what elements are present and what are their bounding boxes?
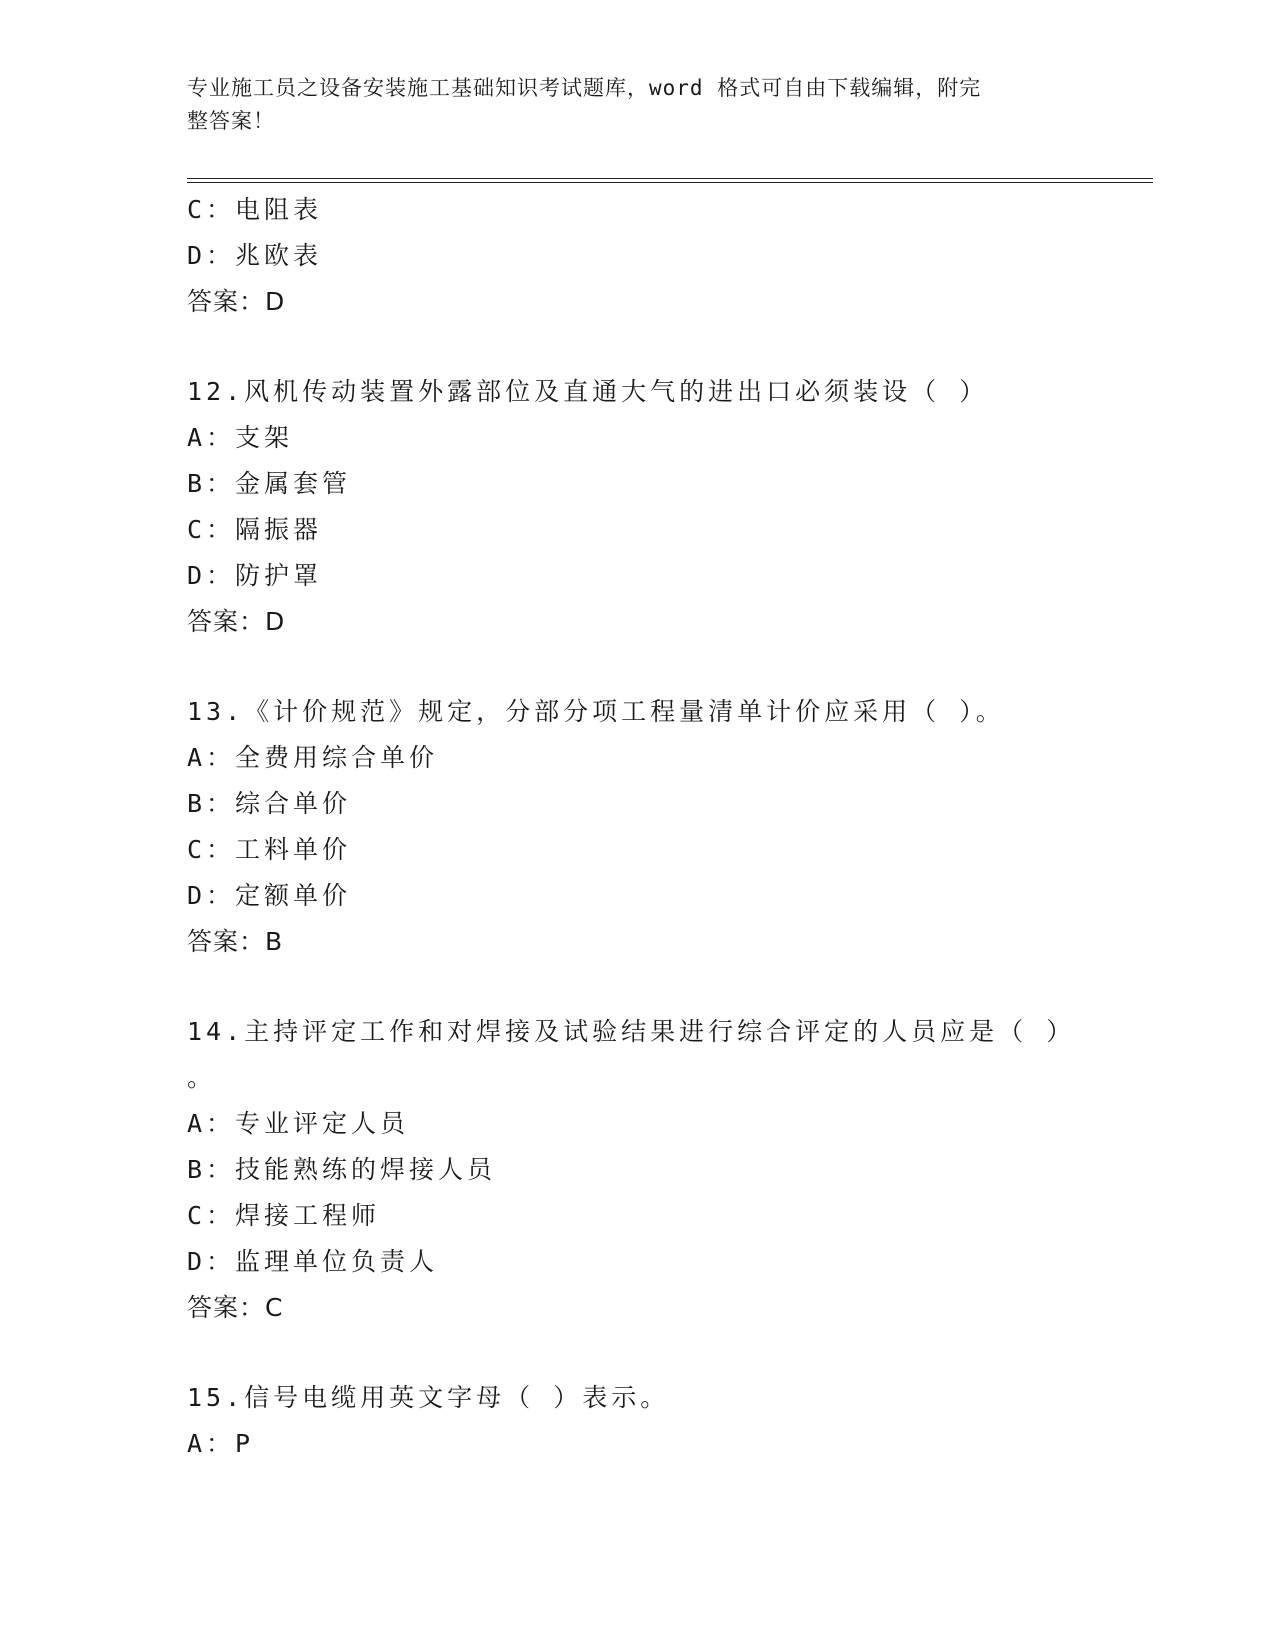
option-b: B：金属套管	[187, 469, 352, 498]
option-c: C：隔振器	[187, 515, 323, 544]
answer-line: 答案：B	[187, 927, 284, 956]
question-11-continuation	[187, 187, 1087, 325]
option-c: C：电阻表	[187, 195, 323, 224]
question-14	[187, 1009, 1087, 1331]
header-divider	[187, 178, 1153, 183]
option-b: B：技能熟练的焊接人员	[187, 1155, 497, 1184]
answer-line: 答案：D	[187, 287, 286, 316]
document-header	[187, 72, 1067, 138]
header-line-1: 专业施工员之设备安装施工基础知识考试题库，word 格式可自由下载编辑，附完	[187, 76, 982, 100]
question-13	[187, 689, 1087, 965]
option-a: A：支架	[187, 423, 294, 452]
question-title: 15.信号电缆用英文字母（ ）表示。	[187, 1383, 670, 1412]
option-a: A：专业评定人员	[187, 1109, 410, 1138]
option-d: D：兆欧表	[187, 241, 323, 270]
option-d: D：防护罩	[187, 561, 323, 590]
answer-line: 答案：C	[187, 1293, 284, 1322]
question-title: 14.主持评定工作和对焊接及试验结果进行综合评定的人员应是（ ）	[187, 1017, 1076, 1046]
question-list	[187, 187, 1087, 1467]
question-title: 13.《计价规范》规定，分部分项工程量清单计价应采用（ ）。	[187, 697, 1005, 726]
answer-line: 答案：D	[187, 607, 286, 636]
question-title: 12.风机传动装置外露部位及直通大气的进出口必须装设（ ）	[187, 377, 989, 406]
option-d: D：监理单位负责人	[187, 1247, 439, 1276]
option-b: B：综合单价	[187, 789, 352, 818]
option-d: D：定额单价	[187, 881, 352, 910]
question-title-continuation: 。	[187, 1063, 213, 1092]
option-c: C：工料单价	[187, 835, 352, 864]
question-12	[187, 369, 1087, 645]
option-c: C：焊接工程师	[187, 1201, 381, 1230]
option-a: A：全费用综合单价	[187, 743, 439, 772]
question-15	[187, 1375, 1087, 1467]
option-a: A：P	[187, 1429, 255, 1458]
header-line-2: 整答案！	[187, 109, 275, 133]
